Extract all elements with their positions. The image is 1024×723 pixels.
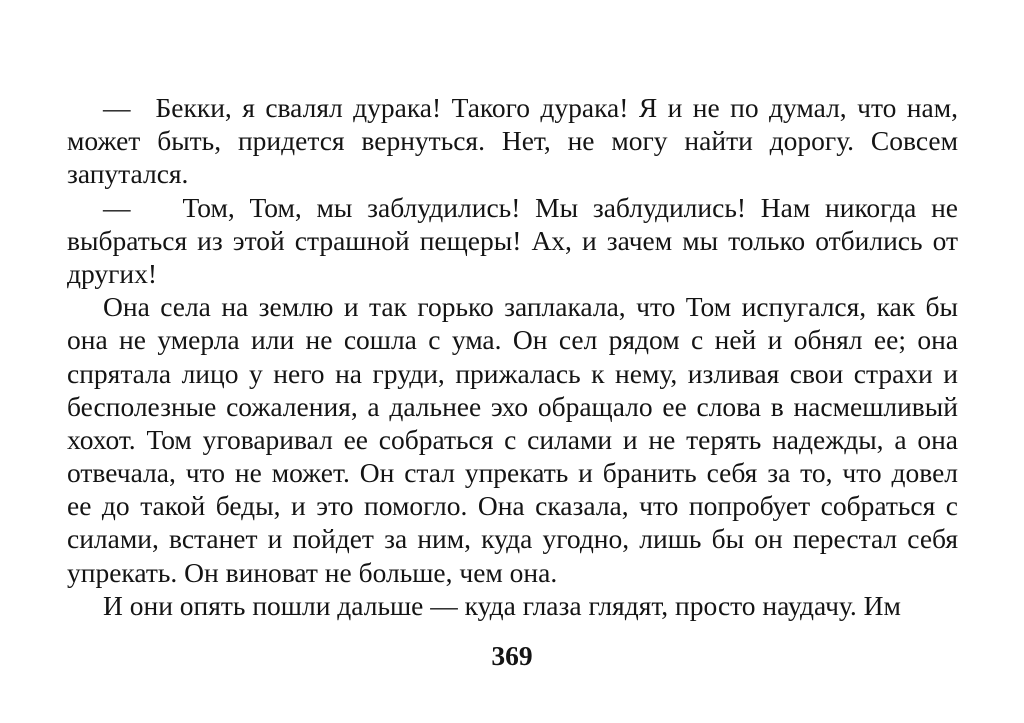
text-line: она не умерла или не сошла с ума. Он сел рядом с ней и обнял ее; она: [67, 324, 958, 356]
text-line: бесполезные сожаления, а дальнее эхо обращало ее слова в насмешливый: [67, 390, 958, 422]
text-line: других!: [67, 257, 158, 289]
line-text: Бекки, я свалял дурака! Такого дурака! Я и не по думал, что нам,: [155, 92, 958, 123]
text-line: отвечала, что не может. Он стал упрекать и бранить себя за то, что довел: [67, 457, 958, 489]
text-line: упрекать. Он виноват не больше, чем она.: [67, 556, 558, 588]
text-line: выбраться из этой страшной пещеры! Ах, и зачем мы только отбились от: [67, 224, 958, 256]
dialogue-dash: —: [103, 191, 131, 223]
paragraph-first-line: И они опять пошли дальше — куда глаза глядят, просто наудачу. Им: [103, 589, 901, 621]
dialogue-line: [67, 91, 958, 124]
paragraph-first-line: Она села на землю и так горько заплакала, что Том испугался, как бы: [103, 291, 958, 323]
text-line: ее до такой беды, и это помогло. Она сказала, что попробует собраться с: [67, 490, 958, 522]
text-line: силами, встанет и пойдет за ним, куда угодно, лишь бы он перестал себя: [67, 523, 958, 555]
text-line: хохот. Том уговаривал ее собраться с силами и не терять надежды, а она: [67, 423, 958, 455]
text-line: может быть, придется вернуться. Нет, не могу найти дорогу. Совсем: [67, 125, 958, 157]
text-line: запутался.: [67, 158, 189, 190]
dialogue-line: [67, 191, 958, 224]
text-line: спрятала лицо у него на груди, прижалась к нему, изливая свои страхи и: [67, 357, 958, 389]
page-body-text: [67, 91, 958, 622]
line-text: Том, Том, мы заблудились! Мы заблудились! Нам никогда не: [182, 191, 958, 223]
page-number: 369: [491, 640, 533, 671]
dialogue-dash: —: [103, 92, 131, 123]
